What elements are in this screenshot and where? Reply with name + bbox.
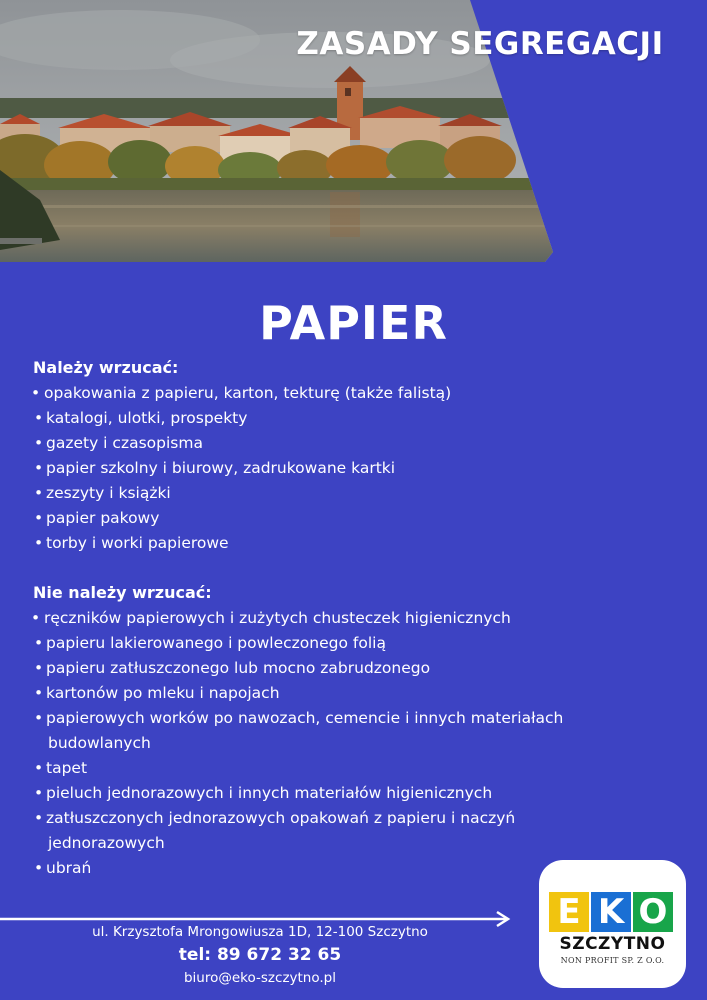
list-item: • torby i worki papierowe [30, 531, 670, 556]
list-item: • papier pakowy [30, 506, 670, 531]
logo-letter-e: E [549, 892, 589, 932]
list-item [30, 706, 670, 756]
page-title: ZASADY SEGREGACJI [296, 26, 664, 62]
allowed-list [30, 381, 670, 556]
logo-name: SZCZYTNO [559, 934, 666, 954]
list-item: • gazety i czasopisma [30, 431, 670, 456]
section-title: PAPIER [259, 296, 448, 350]
list-item [30, 656, 670, 681]
list-item [30, 606, 670, 631]
phone-text: tel: 89 672 32 65 [178, 945, 342, 965]
logo-subtitle: NON PROFIT SP. Z O.O. [560, 956, 665, 965]
list-item-text: ubrań [46, 859, 92, 877]
list-item: • katalogi, ulotki, prospekty [30, 406, 670, 431]
list-item-text: zatłuszczonych jednorazowych opakowań z papieru i naczyń [46, 809, 516, 827]
address-text: ul. Krzysztofa Mrongowiusza 1D, 12-100 Szczytno [92, 924, 428, 940]
list-item [30, 756, 670, 781]
list-item-text: ręczników papierowych i zużytych chusteczek higienicznych [44, 609, 511, 627]
list-item-text: papieru zatłuszczonego lub mocno zabrudzonego [46, 659, 431, 677]
eko-szczytno-logo [539, 860, 686, 988]
forbidden-heading: Nie należy wrzucać: [33, 583, 212, 602]
list-item-text: kartonów po mleku i napojach [46, 684, 280, 702]
list-item: • papier szkolny i biurowy, zadrukowane kartki [30, 456, 670, 481]
email-link[interactable]: biuro@eko-szczytno.pl [183, 970, 336, 986]
list-item-text: papieru lakierowanego i powleczonego folią [46, 634, 386, 652]
list-item [30, 806, 670, 856]
logo-letter-k: K [591, 892, 631, 932]
list-item: • zeszyty i książki [30, 481, 670, 506]
logo-letter-o: O [633, 892, 673, 932]
list-item [30, 631, 670, 656]
list-item: • opakowania z papieru, karton, tekturę (także falistą) [30, 381, 670, 406]
list-item-text: pieluch jednorazowych i innych materiałów higienicznych [46, 784, 493, 802]
forbidden-list [30, 606, 670, 881]
list-item [30, 681, 670, 706]
list-item-continuation: budowlanych [48, 734, 151, 752]
list-item-continuation: jednorazowych [48, 834, 165, 852]
list-item-text: tapet [46, 759, 88, 777]
allowed-heading: Należy wrzucać: [33, 358, 179, 377]
list-item [30, 781, 670, 806]
list-item-text: papierowych worków po nawozach, cemencie i innych materiałach [46, 709, 564, 727]
